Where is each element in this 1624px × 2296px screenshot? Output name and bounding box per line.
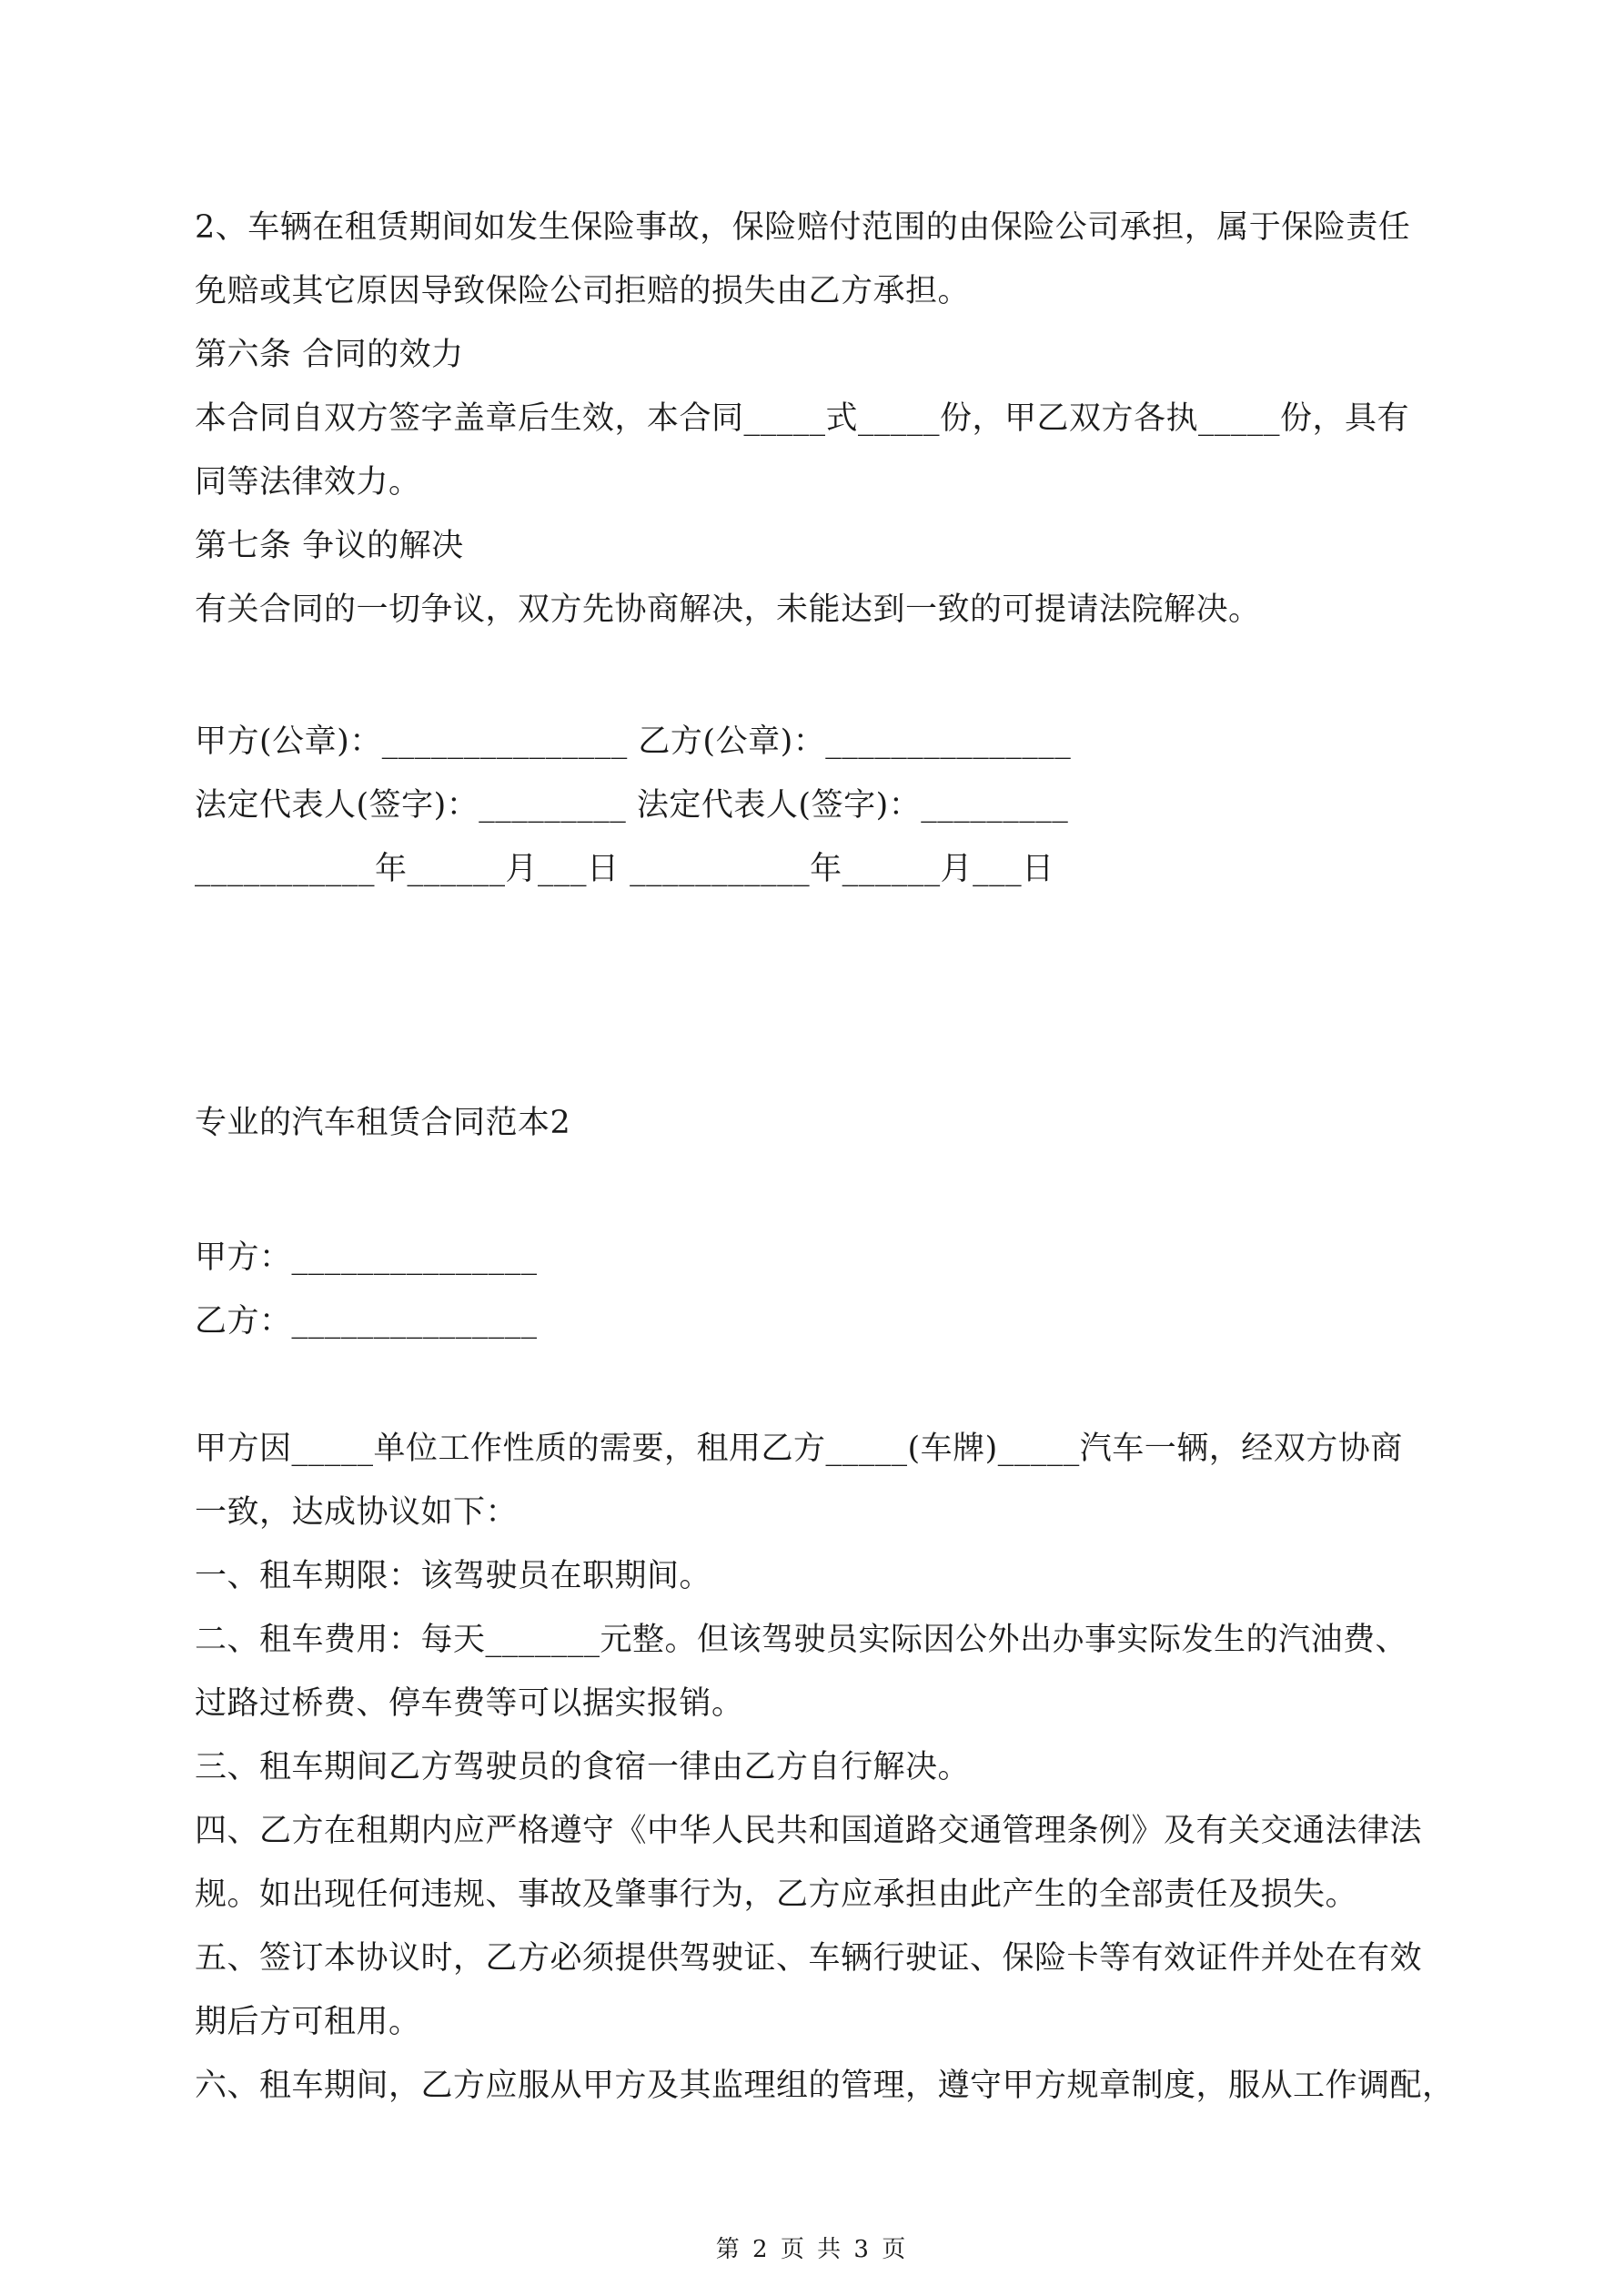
item-6-line-1: 六、租车期间，乙方应服从甲方及其监理组的管理，遵守甲方规章制度，服从工作调配， bbox=[195, 2068, 1455, 2104]
item-1-line: 一、租车期限：该驾驶员在职期间。 bbox=[195, 1558, 712, 1594]
article-7-heading: 第七条 争议的解决 bbox=[195, 528, 464, 564]
item-5-line-1: 五、签订本协议时，乙方必须提供驾驶证、车辆行驶证、保险卡等有效证件并处在有效 bbox=[195, 1940, 1423, 1977]
party-b-line: 乙方：_______________ bbox=[195, 1303, 538, 1340]
intro-line-1: 甲方因_____单位工作性质的需要，租用乙方_____(车牌)_____汽车一辆，经双方协商 bbox=[195, 1431, 1403, 1467]
signature-seal-line: 甲方(公章)：_______________ 乙方(公章)：_______________ bbox=[195, 723, 1072, 760]
signature-date-line: ___________年______月___日 ___________年______月___日 bbox=[195, 851, 1054, 887]
item-4-line-2: 规。如出现任何违规、事故及肇事行为，乙方应承担由此产生的全部责任及损失。 bbox=[195, 1876, 1358, 1913]
signature-representative-line: 法定代表人(签字)：_________ 法定代表人(签字)：_________ bbox=[195, 787, 1069, 824]
item-2-line-1: 二、租车费用：每天_______元整。但该驾驶员实际因公外出办事实际发生的汽油费、 bbox=[195, 1622, 1408, 1658]
article-6-heading: 第六条 合同的效力 bbox=[195, 337, 464, 373]
article-6-line-2: 同等法律效力。 bbox=[195, 464, 421, 501]
page-number-footer: 第 2 页 共 3 页 bbox=[715, 2236, 909, 2263]
item-5-line-2: 期后方可租用。 bbox=[195, 2004, 421, 2040]
item-4-line-1: 四、乙方在租期内应严格遵守《中华人民共和国道路交通管理条例》及有关交通法律法 bbox=[195, 1813, 1423, 1849]
article-6-line-1: 本合同自双方签字盖章后生效，本合同_____式_____份，甲乙双方各执_____份，具有 bbox=[195, 400, 1410, 437]
item-3-line: 三、租车期间乙方驾驶员的食宿一律由乙方自行解决。 bbox=[195, 1749, 971, 1785]
clause-5-2-line-1: 2、车辆在租赁期间如发生保险事故，保险赔付范围的由保险公司承担，属于保险责任 bbox=[195, 209, 1411, 246]
item-2-line-2: 过路过桥费、停车费等可以据实报销。 bbox=[195, 1685, 744, 1722]
article-7-line-1: 有关合同的一切争议，双方先协商解决，未能达到一致的可提请法院解决。 bbox=[195, 592, 1261, 628]
party-a-line: 甲方：_______________ bbox=[195, 1239, 538, 1276]
section-title: 专业的汽车租赁合同范本2 bbox=[195, 1105, 571, 1141]
clause-5-2-line-2: 免赔或其它原因导致保险公司拒赔的损失由乙方承担。 bbox=[195, 273, 971, 309]
intro-line-2: 一致，达成协议如下： bbox=[195, 1494, 519, 1531]
